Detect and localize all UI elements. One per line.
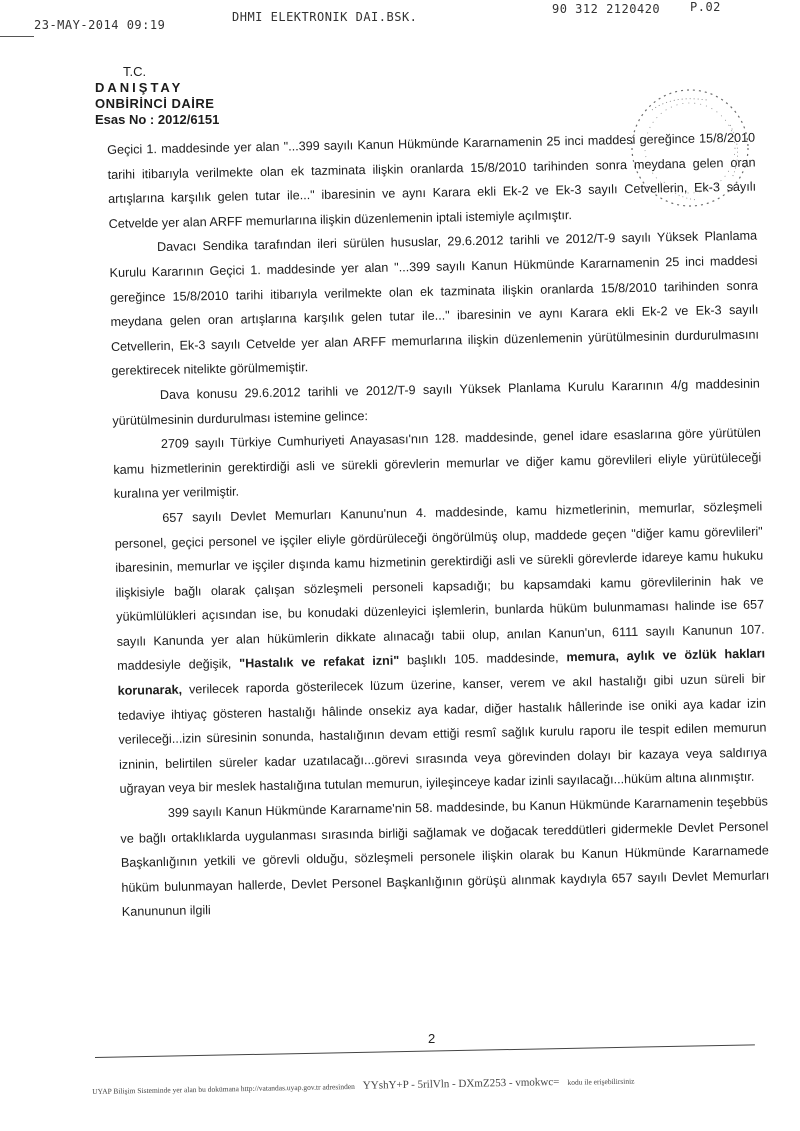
fax-rule [0, 36, 34, 37]
footer-note: UYAP Bilişim Sisteminde yer alan bu dokümana http://vatandas.uyap.gov.tr adresinden [92, 1081, 355, 1096]
paragraph-1: Geçici 1. maddesinde yer alan "...399 sayılı Kanun Hükmünde Kararnamenin 25 inci maddesi gereğince 15/8/2010 tarihi itibarıyla verilmekte olan ek tazminata ilişkin oranlarda 15/8/2010 tarihinden sonra meydana gelen oran artışlarına karşılık gelen tutar ile..." ibaresinin ve aynı Karara ekli Ek-2 ve Ek-3 sayılı Cetvellerin, Ek-3 sayılı Cetvelde yer alan ARFF memurlarına ilişkin düzenlemenin iptali istemiyle açılmıştır. [107, 130, 757, 231]
fax-date-time: 23-MAY-2014 09:19 [34, 18, 166, 32]
paragraph-3: Dava konusu 29.6.2012 tarihli ve 2012/T-9 sayılı Yüksek Planlama Kurulu Kararının 4/g maddesinin yürütülmesinin durdurulması istemine gelince: [112, 376, 760, 428]
paragraph-5-text-a: 657 sayılı Devlet Memurları Kanunu'nun 4. maddesinde, kamu hizmetlerinin, memurlar, sözleşmeli personel, geçici personel ve işçiler eliyle gördürüleceği öngörülmüş olup, maddede geçen "diğer kamu görevlileri" ibaresinin, memurlar ve işçiler dışında kamu hizmetinin gerektirdiği asli ve sürekli görevlerde idareye kamu hukuku ilişkisiyle bağlı olarak çalışan sözleşmeli personeli kapsadığı; bu kapsamdaki kamu görevlilerinin hak ve yükümlülükleri açısından ise, bu konudaki düzenleyici işlemlerin, bunlarda hüküm bulunmaması halinde ise 657 sayılı Kanunda yer alan hükümlerin dikkate alınacağı tabii olup, anılan Kanun'un, 6111 sayılı Kanunun 107. maddesiyle değişik, [114, 499, 765, 674]
paragraph-4: 2709 sayılı Türkiye Cumhuriyeti Anayasası'nın 128. maddesinde, genel idare esaslarına göre yürütülen kamu hizmetlerinin gerektirdiği asli ve sürekli görevlerin memurlar ve diğer kamu görevlileri eliyle yürütüleceği kuralına yer verilmiştir. [113, 425, 762, 502]
fax-phone: 90 312 2120420 [552, 2, 661, 16]
paragraph-5-bold-rights: memura, aylık ve özlük hakları korunarak, [117, 646, 766, 698]
case-number: Esas No : 2012/6151 [95, 112, 220, 127]
paragraph-5 [114, 494, 768, 802]
footer [92, 1068, 792, 1099]
footer-tail: kodu ile erişebilirsiniz [567, 1076, 635, 1087]
fax-page: P.02 [690, 0, 721, 14]
court-header [95, 64, 219, 128]
fax-header [0, 0, 800, 34]
country-label: T.C. [123, 64, 147, 79]
footer-access-code: YYshY+P - 5rilVln - DXmZ253 - vmokwc= [362, 1076, 560, 1092]
paragraph-5-text-c: başlıklı 105. maddesinde, [406, 650, 559, 668]
footer-divider [95, 1044, 755, 1058]
page-number: 2 [428, 1031, 436, 1046]
paragraph-6: 399 sayılı Kanun Hükmünde Kararname'nin 58. maddesinde, bu Kanun Hükmünde Kararnamenin teşebbüs ve bağlı ortaklıklarda uygulanması sırasında birliği sağlamak ve doğacak tereddütleri gidermekle Devlet Personel Başkanlığının yetkili ve görevli olduğu, sözleşmeli personele ilişkin olarak bu Kanun Hükmünde Kararnamede hüküm bulunmayan hallerde, Devlet Personel Başkanlığının görüşü alınmak kaydıyla 657 sayılı Devlet Memurları Kanununun ilgili [120, 794, 770, 920]
document-body [107, 126, 770, 925]
fax-sender: DHMI ELEKTRONIK DAI.BSK. [232, 10, 418, 24]
paragraph-2: Davacı Sendika tarafından ileri sürülen hususlar, 29.6.2012 tarihli ve 2012/T-9 sayılı Yüksek Planlama Kurulu Kararının Geçici 1. maddesinde yer alan "...399 sayılı Kanun Hükmünde Kararnamenin 25 inci maddesi gereğince 15/8/2010 tarihi itibarıyla verilmekte olan ek tazminata ilişkin oranlarda 15/8/2010 tarihinden sonra meydana gelen oran artışlarına karşılık gelen tutar ile..." ibaresinin ve aynı Karara ekli Ek-2 ve Ek-3 sayılı Cetvellerin, Ek-3 sayılı Cetvelde yer alan ARFF memurlarına ilişkin düzenlemenin yürütülmesinin durdurulmasını gerektirecek nitelikte görülmemiştir. [109, 228, 760, 379]
court-name: DANIŞTAY [95, 80, 184, 95]
chamber-name: ONBİRİNCİ DAİRE [95, 96, 215, 111]
paragraph-5-bold-title: "Hastalık ve refakat izni" [239, 653, 400, 672]
paragraph-5-text-d: verilecek raporda gösterilecek lüzum üzerine, kanser, verem ve akıl hastalığı gibi uzun süreli bir tedaviye ihtiyaç gösteren hastalığı hâlinde onsekiz aya kadar, diğer hastalık hâllerinde ise oniki aya kadar izin verileceği...izin süresinin sonunda, hastalığının devam ettiği resmî sağlık kurulu raporu ile tespit edilen memurun izninin, belirtilen süreler kadar uzatılacağı...görevi sırasında veya görevinden dolayı bir kazaya veya saldırıya uğrayan veya bir meslek hastalığına tutulan memurun, iyileşinceye kadar izinli sayılacağı...hüküm altına alınmıştır. [117, 671, 768, 797]
